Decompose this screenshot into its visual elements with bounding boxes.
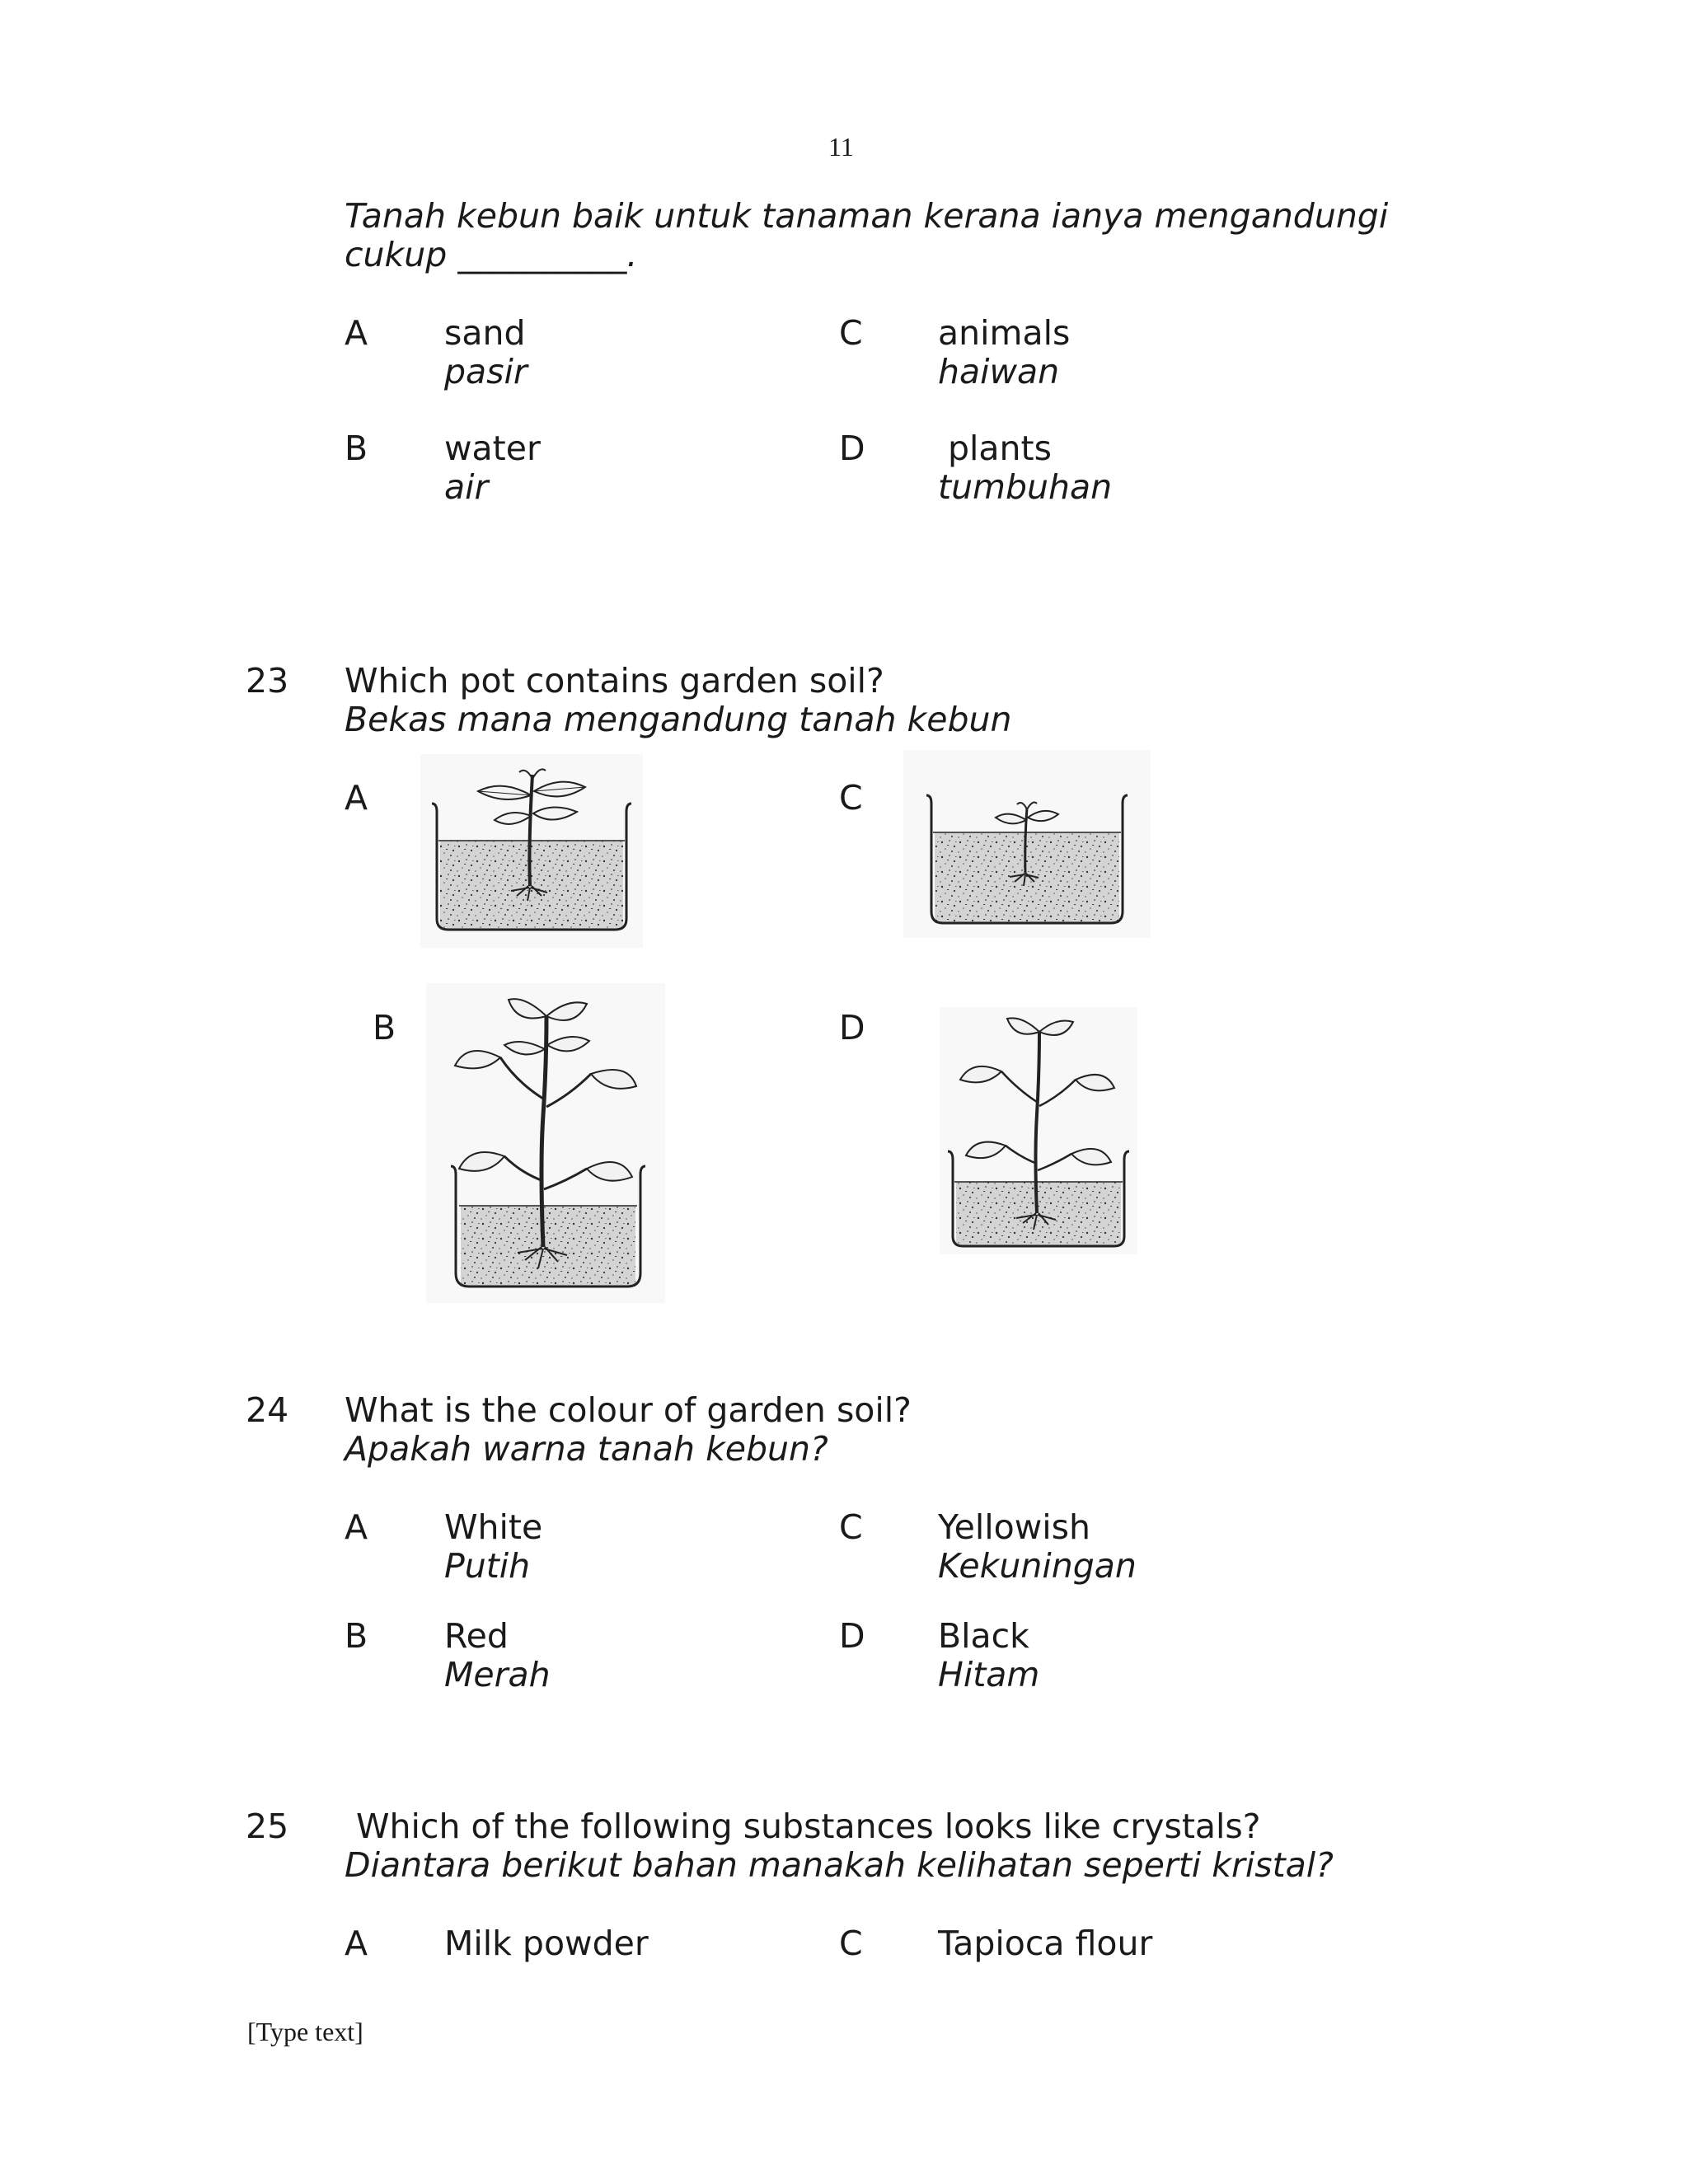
q25-option-a-en: Milk powder	[444, 1924, 649, 1963]
q24-stem-ms: Apakah warna tanah kebun?	[345, 1429, 828, 1469]
q23-number: 23	[246, 661, 289, 701]
q22-stem-ms-line1: Tanah kebun baik untuk tanaman kerana ianya mengandungi	[345, 196, 1389, 236]
q24-option-d-ms: Hitam	[938, 1655, 1040, 1694]
q22-option-b-en: water	[444, 429, 541, 468]
q24-option-c-ms: Kekuningan	[938, 1546, 1137, 1586]
q22-option-a-letter: A	[345, 313, 368, 353]
q22-stem-ms-line2: cukup __________.	[345, 235, 638, 274]
q22-option-a-ms: pasir	[444, 352, 528, 391]
q25-option-a-letter: A	[345, 1924, 368, 1963]
q22-option-d-en: plants	[948, 429, 1052, 468]
q25-number: 25	[246, 1807, 289, 1846]
q22-option-d-letter: D	[839, 429, 865, 468]
pot-b-image	[426, 983, 665, 1303]
footer-text: [Type text]	[247, 2017, 363, 2046]
q22-option-b-letter: B	[345, 429, 368, 468]
q24-option-a-ms: Putih	[444, 1546, 531, 1586]
q25-stem-en: Which of the following substances looks like crystals?	[356, 1807, 1261, 1846]
q23-option-c-letter: C	[839, 778, 863, 818]
q22-option-c-ms: haiwan	[938, 352, 1060, 391]
q25-option-c-en: Tapioca flour	[938, 1924, 1153, 1963]
q24-stem-en: What is the colour of garden soil?	[345, 1390, 912, 1430]
q23-stem-ms: Bekas mana mengandung tanah kebun	[345, 700, 1012, 739]
q25-stem-ms: Diantara berikut bahan manakah kelihatan seperti kristal?	[345, 1845, 1334, 1885]
q24-option-d-en: Black	[938, 1616, 1029, 1656]
q24-option-d-letter: D	[839, 1616, 865, 1656]
q24-option-b-en: Red	[444, 1616, 509, 1656]
q24-option-a-en: White	[444, 1507, 543, 1547]
q24-number: 24	[246, 1390, 289, 1430]
q22-option-c-en: animals	[938, 313, 1071, 353]
pot-c-image	[903, 750, 1151, 938]
q22-option-a-en: sand	[444, 313, 526, 353]
q24-option-a-letter: A	[345, 1507, 368, 1547]
q24-option-c-letter: C	[839, 1507, 863, 1547]
q22-option-c-letter: C	[839, 313, 863, 353]
q24-option-b-ms: Merah	[444, 1655, 551, 1694]
q23-option-a-letter: A	[345, 778, 368, 818]
q22-option-d-ms: tumbuhan	[938, 467, 1113, 507]
q24-option-b-letter: B	[345, 1616, 368, 1656]
q22-option-b-ms: air	[444, 467, 489, 507]
q23-stem-en: Which pot contains garden soil?	[345, 661, 884, 701]
page-number: 11	[828, 132, 854, 162]
q23-option-d-letter: D	[839, 1008, 865, 1047]
pot-a-image	[420, 754, 643, 948]
pot-d-image	[940, 1007, 1137, 1254]
q25-option-c-letter: C	[839, 1924, 863, 1963]
q24-option-c-en: Yellowish	[938, 1507, 1090, 1547]
q23-option-b-letter: B	[373, 1008, 396, 1047]
